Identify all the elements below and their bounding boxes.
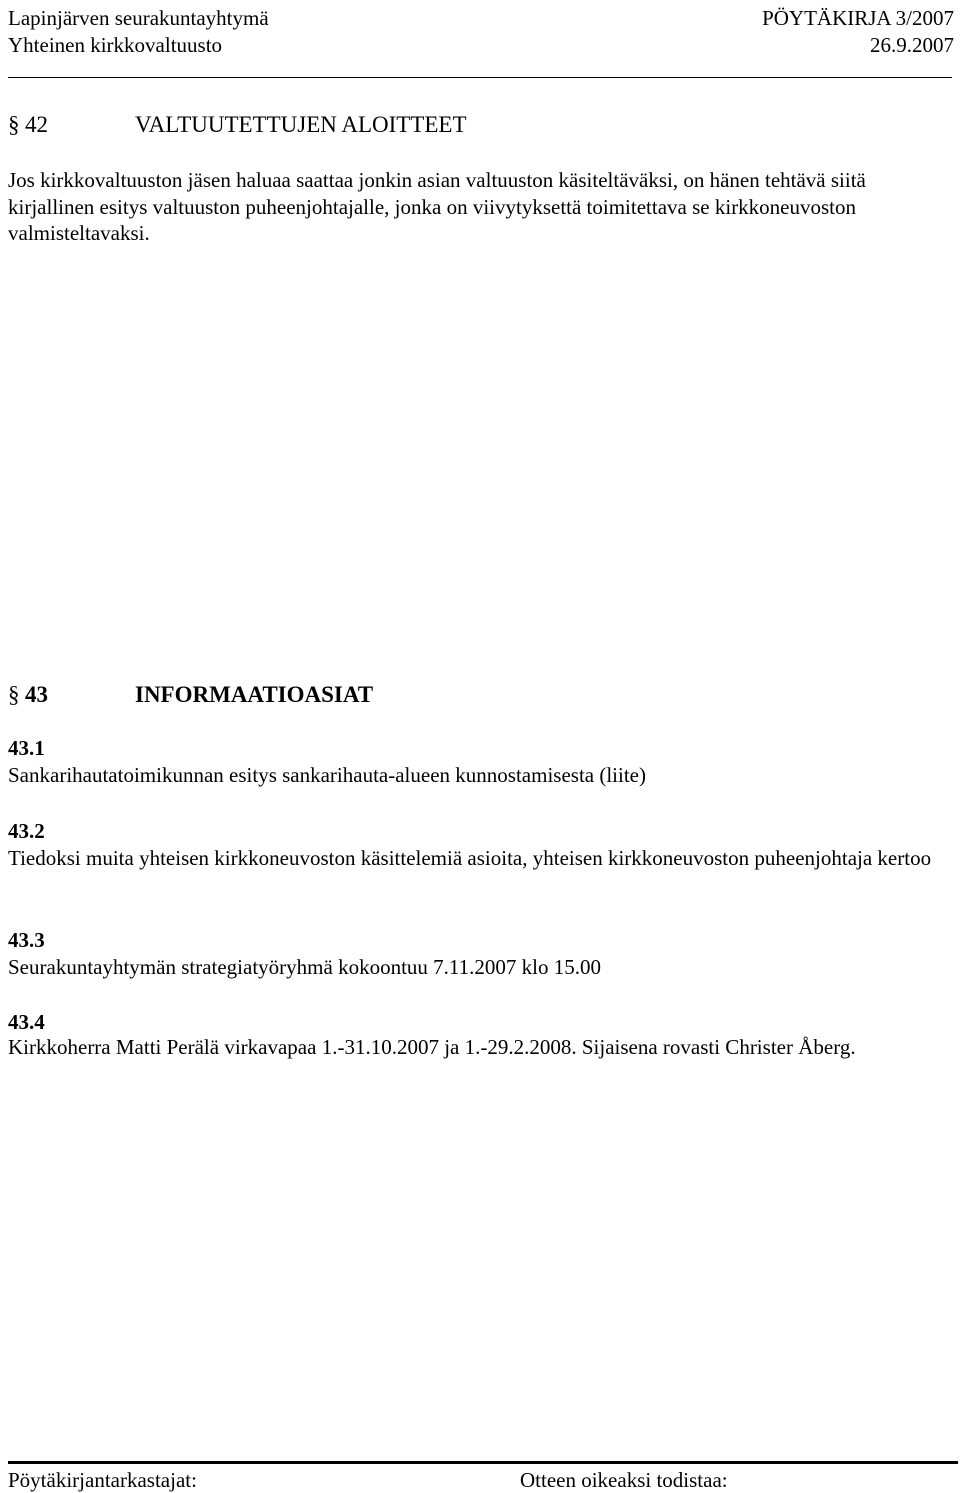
document-id: PÖYTÄKIRJA 3/2007 — [762, 6, 954, 30]
item-number: 43.2 — [8, 819, 45, 843]
section-title: INFORMAATIOASIAT — [135, 682, 374, 707]
organization-name: Lapinjärven seurakuntayhtymä — [8, 6, 269, 30]
section-title: VALTUUTETTUJEN ALOITTEET — [135, 112, 467, 137]
item-text: Seurakuntayhtymän strategiatyöryhmä kokoontuu 7.11.2007 klo 15.00 — [8, 955, 601, 979]
item-text: Tiedoksi muita yhteisen kirkkoneuvoston käsittelemiä asioita, yhteisen kirkkoneuvoston puheenjohtaja kertoo — [8, 846, 932, 870]
meeting-date: 26.9.2007 — [870, 33, 954, 57]
item-text: Sankarihautatoimikunnan esitys sankarihauta-alueen kunnostamisesta (liite) — [8, 763, 646, 787]
item-number: 43.1 — [8, 736, 45, 760]
body-name: Yhteinen kirkkovaltuusto — [8, 33, 223, 57]
header-row-2 — [8, 33, 954, 57]
section-42-paragraph: Jos kirkkovaltuuston jäsen haluaa saattaa jonkin asian valtuuston käsiteltäväksi, on hänen tehtävä siitä kirjallinen esitys valtuuston puheenjohtajalle, jonka on viivytyksettä toimitettava se kirkkoneuvoston valmisteltavaksi. — [8, 168, 866, 245]
section-number: 43 — [25, 682, 48, 707]
footer-divider — [8, 1461, 958, 1464]
minutes-checkers-label: Pöytäkirjantarkastajat: — [8, 1468, 197, 1492]
section-symbol: § — [8, 112, 20, 137]
item-number: 43.3 — [8, 928, 45, 952]
item-number: 43.4 — [8, 1010, 45, 1034]
header-row-1 — [8, 6, 954, 30]
section-number: 42 — [25, 112, 48, 137]
section-symbol: § — [8, 682, 20, 707]
item-text: Kirkkoherra Matti Perälä virkavapaa 1.-31.10.2007 ja 1.-29.2.2008. Sijaisena rovasti Christer Åberg. — [8, 1035, 856, 1059]
certified-copy-label: Otteen oikeaksi todistaa: — [520, 1468, 728, 1492]
header-divider — [8, 77, 952, 78]
